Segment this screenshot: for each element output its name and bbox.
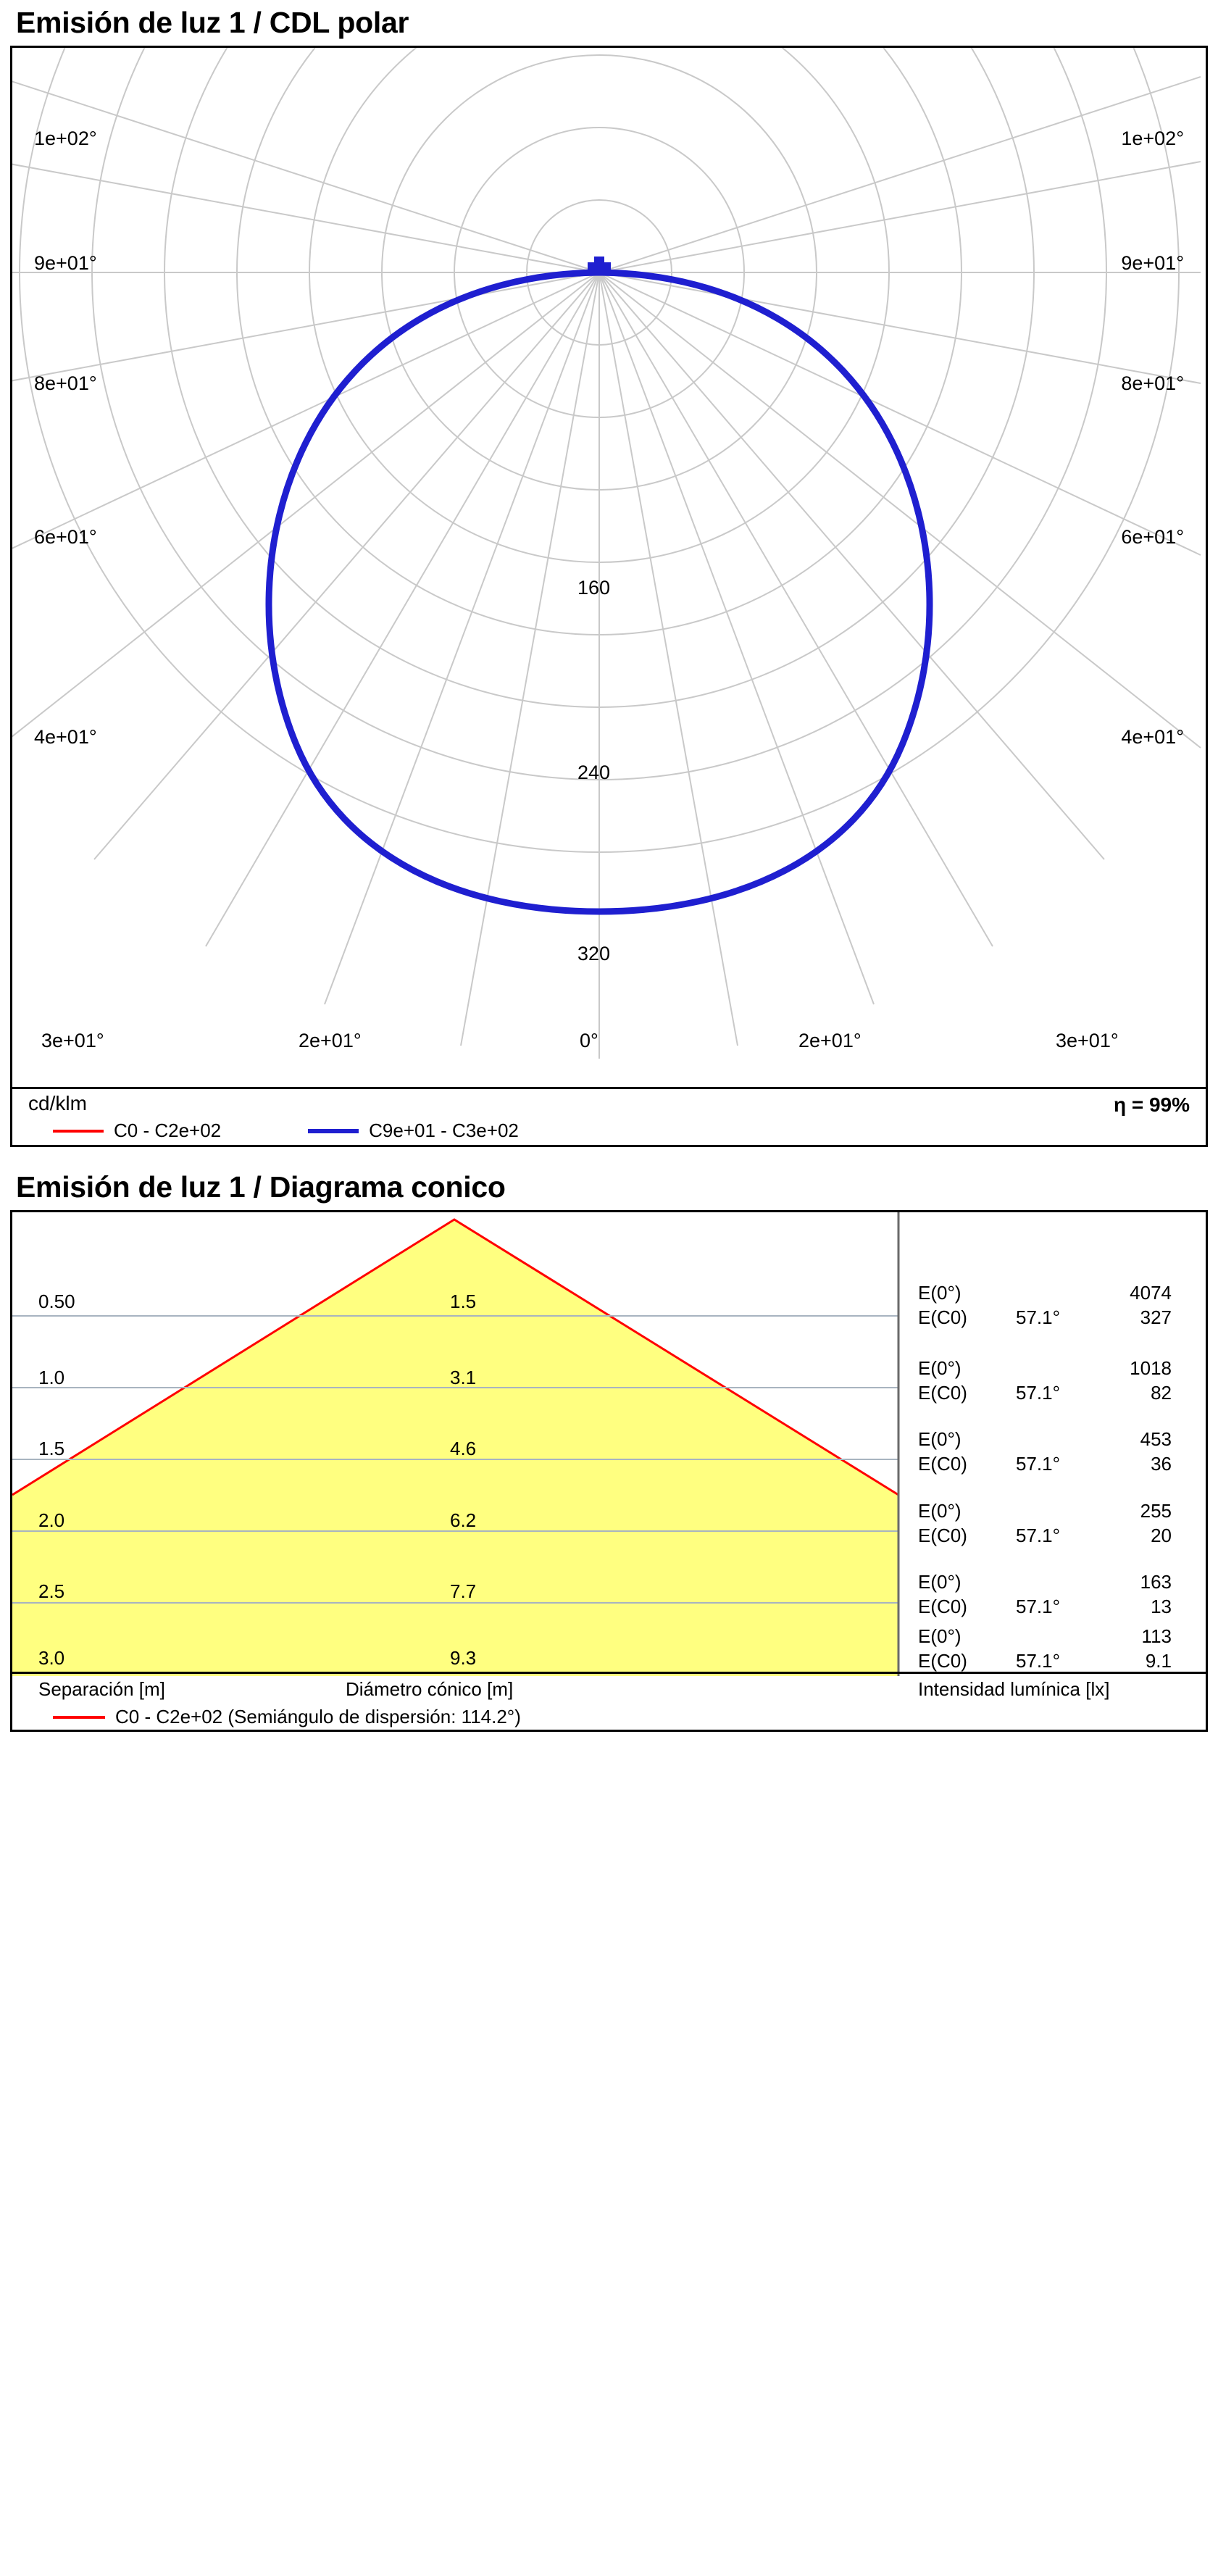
cone-e0-value-3: 255 — [1140, 1500, 1172, 1522]
cone-e0-value-1: 1018 — [1130, 1357, 1172, 1380]
cone-diagram-panel — [10, 1210, 1208, 1732]
legend-swatch-red-icon — [53, 1130, 104, 1133]
polar-label-bottom-3: 2e+01° — [798, 1030, 862, 1052]
cone-ec0-value-0: 327 — [1140, 1306, 1172, 1329]
cone-e0-label-4: E(0°) — [918, 1571, 962, 1593]
polar-label-bottom-4: 3e+01° — [1056, 1030, 1119, 1052]
cone-ec0-value-1: 82 — [1151, 1382, 1172, 1404]
cone-angle-5: 57.1° — [1016, 1650, 1061, 1672]
polar-radial-label-0: 160 — [577, 577, 611, 599]
cone-ec0-value-2: 36 — [1151, 1453, 1172, 1475]
polar-label-right-4: 4e+01° — [1121, 726, 1184, 749]
cone-e0-label-2: E(0°) — [918, 1428, 962, 1451]
cone-plot-area — [12, 1212, 1206, 1676]
polar-label-left-1: 9e+01° — [34, 252, 97, 275]
legend-swatch-blue-icon — [308, 1129, 359, 1133]
cone-ec0-value-3: 20 — [1151, 1525, 1172, 1547]
legend-item-c0 — [53, 1120, 221, 1142]
cone-ec0-label-4: E(C0) — [918, 1596, 967, 1618]
cone-e0-value-4: 163 — [1140, 1571, 1172, 1593]
luminaire-marker — [588, 257, 611, 272]
cone-sep-3: 2.0 — [38, 1509, 65, 1532]
polar-label-bottom-0: 3e+01° — [41, 1030, 104, 1052]
cone-sep-0: 0.50 — [38, 1291, 75, 1313]
polar-label-right-3: 6e+01° — [1121, 526, 1184, 549]
cone-sep-5: 3.0 — [38, 1647, 65, 1670]
cone-sep-4: 2.5 — [38, 1580, 65, 1603]
cone-dia-1: 3.1 — [450, 1367, 477, 1389]
polar-legend-footer — [12, 1087, 1206, 1145]
cone-ec0-label-2: E(C0) — [918, 1453, 967, 1475]
polar-efficiency-label: η = 99% — [1113, 1093, 1190, 1117]
polar-label-left-3: 6e+01° — [34, 526, 97, 549]
cone-sep-2: 1.5 — [38, 1438, 65, 1460]
cone-ec0-value-5: 9.1 — [1145, 1650, 1172, 1672]
cone-legend-label: C0 - C2e+02 (Semiángulo de dispersión: 114.2°) — [115, 1706, 521, 1728]
cone-angle-0: 57.1° — [1016, 1306, 1061, 1329]
cone-angle-1: 57.1° — [1016, 1382, 1061, 1404]
polar-chart-panel — [10, 46, 1208, 1147]
cone-axis-intensity-label: Intensidad lumínica [lx] — [918, 1678, 1110, 1701]
cone-legend-swatch-red-icon — [53, 1716, 105, 1719]
cone-ec0-label-5: E(C0) — [918, 1650, 967, 1672]
cone-dia-4: 7.7 — [450, 1580, 477, 1603]
cone-ec0-label-0: E(C0) — [918, 1306, 967, 1329]
polar-label-right-2: 8e+01° — [1121, 372, 1184, 395]
cone-angle-3: 57.1° — [1016, 1525, 1061, 1547]
cone-axis-label-row — [12, 1678, 1206, 1703]
cone-e0-label-0: E(0°) — [918, 1282, 962, 1304]
cone-axis-separation-label: Separación [m] — [38, 1678, 165, 1701]
cone-e0-value-5: 113 — [1141, 1625, 1172, 1648]
cone-section-title: Emisión de luz 1 / Diagrama conico — [16, 1170, 506, 1204]
cone-dia-5: 9.3 — [450, 1647, 477, 1670]
polar-label-right-1: 9e+01° — [1121, 252, 1184, 275]
polar-label-left-4: 4e+01° — [34, 726, 97, 749]
polar-grid-svg — [12, 48, 1206, 1091]
polar-label-right-0: 1e+02° — [1121, 128, 1184, 150]
report-page — [0, 7, 1218, 1732]
cone-dia-3: 6.2 — [450, 1509, 477, 1532]
polar-radial-label-1: 240 — [577, 762, 611, 784]
cone-e0-label-5: E(0°) — [918, 1625, 962, 1648]
polar-label-bottom-2: 0° — [580, 1030, 598, 1052]
cone-sep-1: 1.0 — [38, 1367, 65, 1389]
cone-axis-diameter-label: Diámetro cónico [m] — [346, 1678, 514, 1701]
cone-e0-value-0: 4074 — [1130, 1282, 1172, 1304]
polar-radial-label-2: 320 — [577, 943, 611, 965]
cone-e0-label-1: E(0°) — [918, 1357, 962, 1380]
cone-dia-2: 4.6 — [450, 1438, 477, 1460]
polar-section-title: Emisión de luz 1 / CDL polar — [16, 6, 409, 39]
polar-label-left-0: 1e+02° — [34, 128, 97, 150]
cone-ec0-label-3: E(C0) — [918, 1525, 967, 1547]
polar-label-bottom-1: 2e+01° — [299, 1030, 362, 1052]
legend-label-c90: C9e+01 - C3e+02 — [369, 1120, 519, 1142]
polar-plot-area — [12, 48, 1206, 1091]
cone-ec0-label-1: E(C0) — [918, 1382, 967, 1404]
cone-e0-value-2: 453 — [1140, 1428, 1172, 1451]
polar-legend — [12, 1120, 519, 1142]
cone-angle-2: 57.1° — [1016, 1453, 1061, 1475]
cone-legend — [53, 1706, 521, 1728]
polar-label-left-2: 8e+01° — [34, 372, 97, 395]
cone-angle-4: 57.1° — [1016, 1596, 1061, 1618]
legend-item-c90 — [308, 1120, 519, 1142]
cone-footer — [12, 1672, 1206, 1730]
legend-label-c0: C0 - C2e+02 — [114, 1120, 222, 1142]
cone-ec0-value-4: 13 — [1151, 1596, 1172, 1618]
cone-dia-0: 1.5 — [450, 1291, 477, 1313]
cone-e0-label-3: E(0°) — [918, 1500, 962, 1522]
polar-unit-label: cd/klm — [28, 1092, 87, 1115]
